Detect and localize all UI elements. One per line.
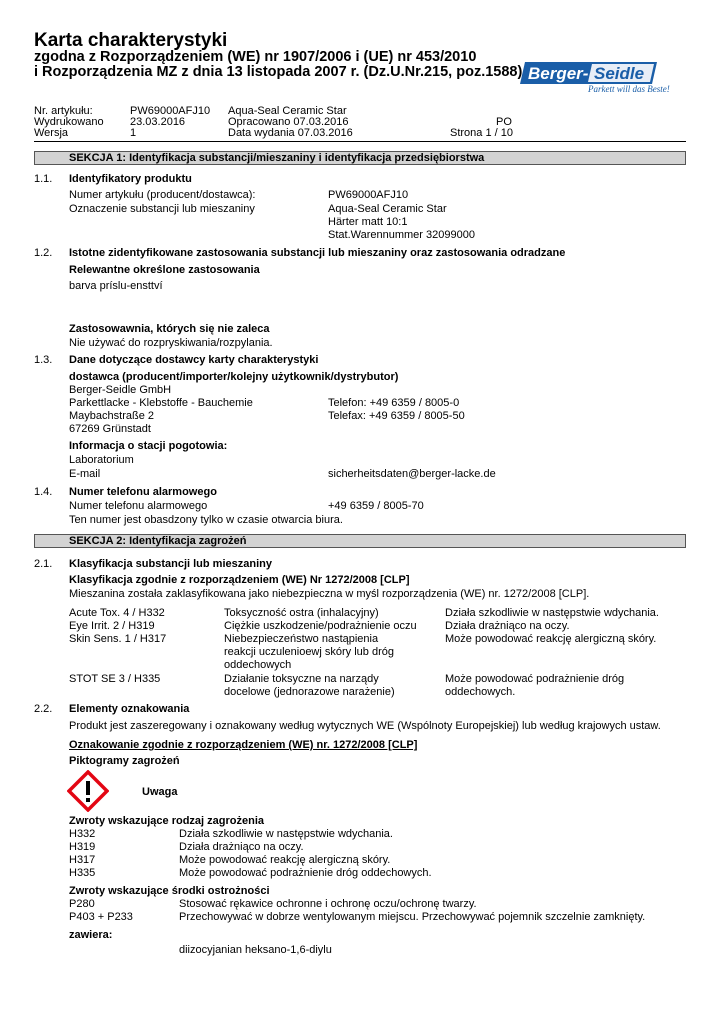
s12-title: Istotne zidentyfikowane zastosowania substancji lub mieszaniny oraz zastosowania odradzane [69, 247, 566, 259]
ghs07-exclamation-pictogram-icon [67, 770, 109, 812]
s13-street: Maybachstraße 2 [69, 410, 154, 422]
h-text: Może powodować podrażnienie dróg oddechowych. [179, 867, 432, 879]
p-text: Stosować rękawice ochronne i ochronę oczu/ochronę twarzy. [179, 898, 477, 910]
h-code: H335 [69, 867, 96, 879]
s11-title: Identyfikatory produktu [69, 173, 192, 185]
s11-label-2: Oznaczenie substancji lub mieszaniny [69, 203, 255, 215]
p-code: P280 [69, 898, 95, 910]
s13-subtitle: dostawca (producent/importer/kolejny użytkownik/dystrybutor) [69, 371, 399, 383]
hazard-code: STOT SE 3 / H335 [69, 673, 161, 685]
contains-label: zawiera: [69, 929, 113, 941]
h-code: H332 [69, 828, 96, 840]
s22-pictograms-label: Piktogramy zagrożeń [69, 755, 180, 767]
s11-label-1: Numer artykułu (producent/dostawca): [69, 189, 256, 201]
hazard-statement: Działa szkodliwie w następstwie wdychania. [445, 607, 659, 619]
h-text: Działa szkodliwie w następstwie wdychania. [179, 828, 393, 840]
hazard-code: Skin Sens. 1 / H317 [69, 633, 167, 645]
s14-note: Ten numer jest obasdzony tylko w czasie otwarcia biura. [69, 514, 343, 526]
language-code: PO [496, 116, 512, 128]
s12-number: 1.2. [34, 247, 53, 259]
hazard-code: Eye Irrit. 2 / H319 [69, 620, 155, 632]
h-statements-title: Zwroty wskazujące rodzaj zagrożenia [69, 815, 265, 827]
s14-number: 1.4. [34, 486, 53, 498]
prepared-date: Opracowano 07.03.2016 [228, 116, 349, 128]
s11-value-2c: Stat.Warennummer 32099000 [328, 229, 475, 241]
document-subtitle-2: i Rozporządzenia MZ z dnia 13 listopada 2007 r. (Dz.U.Nr.215, poz.1588) [34, 64, 523, 80]
s21-number: 2.1. [34, 558, 53, 570]
p-code: P403 + P233 [69, 911, 133, 923]
s11-value-2b: Härter matt 10:1 [328, 216, 408, 228]
page-number: Strona 1 / 10 [450, 127, 513, 139]
section-2-header: SEKCJA 2: Identyfikacja zagrożeń [34, 534, 686, 548]
s13-number: 1.3. [34, 354, 53, 366]
s14-label: Numer telefonu alarmowego [69, 500, 208, 512]
s21-subtitle: Klasyfikacja zgodnie z rozporządzeniem (WE) Nr 1272/2008 [CLP] [69, 574, 410, 586]
h-text: Działa drażniąco na oczy. [179, 841, 304, 853]
hazard-category: Działanie toksyczne na narządy docelowe (jednorazowe narażenie) [224, 673, 395, 698]
s13-email-value: sicherheitsdaten@berger-lacke.de [328, 468, 496, 480]
s22-clp-label: Oznakowanie zgodnie z rozporządzeniem (WE) nr. 1272/2008 [CLP] [69, 739, 418, 751]
s14-phone: +49 6359 / 8005-70 [328, 500, 424, 512]
berger-seidle-logo [519, 61, 659, 85]
document-subtitle-1: zgodna z Rozporządzeniem (WE) nr 1907/2006 i (UE) nr 453/2010 [34, 49, 477, 65]
s11-value-1: PW69000AFJ10 [328, 189, 409, 201]
h-text: Może powodować reakcję alergiczną skóry. [179, 854, 391, 866]
version-label: Wersja [34, 127, 69, 139]
s12-subtitle-2: Zastosowawnia, których się nie zaleca [69, 323, 270, 335]
s13-laboratory: Laboratorium [69, 454, 134, 466]
hazard-category: Niebezpieczeństwo nastąpienia reakcji uczulenioewj skóry lub dróg oddechowych [224, 633, 394, 671]
s13-city: 67269 Grünstadt [69, 423, 151, 435]
product-name: Aqua-Seal Ceramic Star [228, 105, 347, 117]
s12-not-recommended: Nie używać do rozpryskiwania/rozpylania. [69, 337, 273, 349]
hazard-statement: Może powodować podrażnienie dróg oddechowych. [445, 673, 625, 698]
contains-value: diizocyjanian heksano-1,6-diylu [179, 944, 332, 956]
hazard-statement: Może powodować reakcję alergiczną skóry. [445, 633, 657, 645]
issue-date: Data wydania 07.03.2016 [228, 127, 353, 139]
s13-title: Dane dotyczące dostawcy karty charakterystyki [69, 354, 319, 366]
h-code: H319 [69, 841, 96, 853]
s12-subtitle: Relewantne określone zastosowania [69, 264, 260, 276]
s22-text: Produkt jest zaszeregowany i oznakowany według wytycznych WE (Wspólnoty Europejskiej) lub według krajowych ustaw. [69, 720, 661, 732]
s22-title: Elementy oznakowania [69, 703, 190, 715]
header-divider [34, 141, 686, 142]
s13-company-desc: Parkettlacke - Klebstoffe - Bauchemie [69, 397, 253, 409]
hazard-category: Toksyczność ostra (inhalacyjny) [224, 607, 379, 619]
s22-number: 2.2. [34, 703, 53, 715]
s13-email-label: E-mail [69, 468, 101, 480]
signal-word: Uwaga [142, 786, 178, 798]
logo-slogan: Parkett will das Beste! [588, 84, 670, 94]
s11-value-2a: Aqua-Seal Ceramic Star [328, 203, 447, 215]
p-statements-title: Zwroty wskazujące środki ostrożności [69, 885, 270, 897]
document-title: Karta charakterystyki [34, 30, 228, 51]
s12-use: barva príslu-ensttví [69, 280, 163, 292]
s21-text: Mieszanina została zaklasyfikowana jako niebezpieczna w myśl rozporządzenia (WE) nr. 1272/2008 [CLP]. [69, 588, 590, 600]
h-code: H317 [69, 854, 96, 866]
printed-date: 23.03.2016 [130, 116, 186, 128]
s13-telephone: Telefon: +49 6359 / 8005-0 [328, 397, 460, 409]
version-value: 1 [130, 127, 137, 139]
article-number-value: PW69000AFJ10 [130, 105, 211, 117]
p-text: Przechowywać w dobrze wentylowanym miejscu. Przechowywać pojemnik szczelnie zamknięty. [179, 911, 646, 923]
s14-title: Numer telefonu alarmowego [69, 486, 217, 498]
article-number-label: Nr. artykułu: [34, 105, 93, 117]
s13-telefax: Telefax: +49 6359 / 8005-50 [328, 410, 465, 422]
s11-number: 1.1. [34, 173, 53, 185]
s13-company: Berger-Seidle GmbH [69, 384, 172, 396]
hazard-statement: Działa drażniąco na oczy. [445, 620, 570, 632]
logo-text-berger: Berger- [528, 64, 589, 83]
s13-emergency-info: Informacja o stacji pogotowia: [69, 440, 228, 452]
section-1-header: SEKCJA 1: Identyfikacja substancji/mieszaniny i identyfikacja przedsiębiorstwa [34, 151, 686, 165]
hazard-code: Acute Tox. 4 / H332 [69, 607, 165, 619]
logo-text-seidle: Seidle [594, 64, 645, 83]
s21-title: Klasyfikacja substancji lub mieszaniny [69, 558, 272, 570]
hazard-category: Ciężkie uszkodzenie/podrażnienie oczu [224, 620, 417, 632]
printed-label: Wydrukowano [34, 116, 104, 128]
